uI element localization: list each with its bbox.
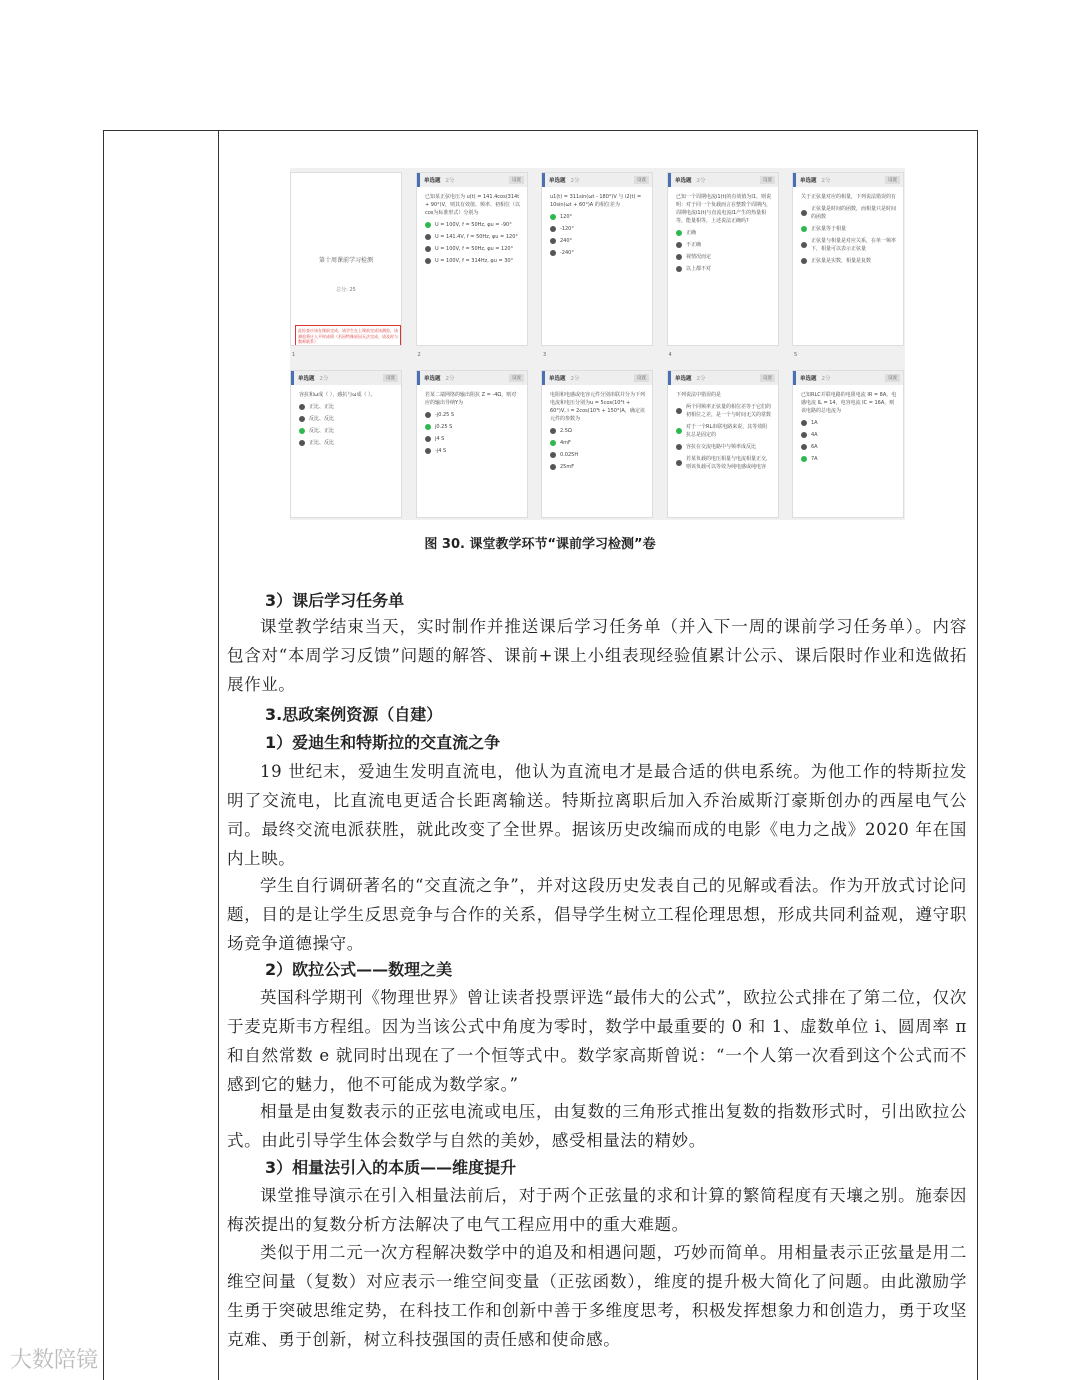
correct-answer-icon [801,456,807,462]
answer-option-text: U = 141.4V, f = 50Hz, φu = 120° [435,234,518,240]
answer-option[interactable] [676,403,772,419]
option-radio-icon [801,444,807,450]
question-points: 2分 [696,178,706,184]
answer-option-text: 两个同频率正弦量的相位差等于它们的初相位之差，是一个与时间无关的常数 [686,404,772,418]
answer-option[interactable] [425,435,521,443]
question-points: 2分 [445,178,455,184]
answer-option[interactable] [676,423,772,439]
option-radio-icon [550,452,556,458]
answer-option-text: U = 100V, f = 50Hz, φu = -90° [435,222,512,228]
quiz-question-card [416,370,528,518]
question-points: 2分 [570,376,580,382]
quiz-question-card [541,370,653,518]
answer-option-text: 1A [811,420,818,426]
option-radio-icon [425,246,431,252]
answer-option-text: -j0.25 S [435,412,455,418]
quiz-card-body [793,187,903,265]
quiz-cover-score: 总分: 25 [336,287,356,293]
quiz-card-body [417,187,527,265]
answer-option-text: -120° [560,226,574,232]
option-radio-icon [425,234,431,240]
quiz-card-header [668,371,778,385]
option-radio-icon [425,448,431,454]
option-radio-icon [550,428,556,434]
option-radio-icon [299,404,305,410]
answer-option-text: U = 100V, f = 50Hz, φu = 120° [435,246,514,252]
answer-option-text: 若某负载的电压相量与电流相量正交，则该负载可以等效为纯电感或纯电容 [686,456,772,470]
answer-option[interactable] [801,419,897,427]
paragraph-dimension-1: 课堂推导演示在引入相量法前后，对于两个正弦量的求和计算的繁简程度有天壤之别。施泰因梅茨提出的复数分析方法解决了电气工程应用中的重大难题。 [227,1186,967,1234]
answer-option[interactable] [299,415,395,423]
question-type-label: 单选题 [800,376,817,382]
answer-option-text: 240° [560,238,573,244]
quiz-question-card [667,370,779,518]
answer-option-text: 6A [811,444,818,450]
answer-option-text: 视情况而定 [686,254,712,260]
answer-option[interactable] [550,249,646,257]
quiz-card-body [542,385,652,471]
option-radio-icon [676,242,682,248]
answer-option[interactable] [299,427,395,435]
question-stem: 已知一个周期电流i1(t)的有效值为I1，则说明：对于同一个负载而言在整数个周期内，周期电流i1(t)与直流电流I1产生的热量相等，能量相等，上述说法正确吗? [676,194,772,224]
quiz-card-body [668,187,778,273]
watermark-logo: 大数陪镜 [10,1348,99,1373]
answer-option-text: 正比、反比 [309,440,335,446]
quiz-row-2 [290,366,905,520]
option-radio-icon [550,226,556,232]
option-radio-icon [676,444,682,450]
quiz-card-header [793,173,903,187]
answer-option-text: U = 100V, f = 314Hz, φu = 30° [435,258,514,264]
settings-button[interactable]: 设置 [760,176,775,184]
quiz-card-body [542,187,652,257]
quiz-question-card [792,370,904,518]
answer-option-text: 正弦量是时间的函数，而相量只是时间的函数 [811,206,897,220]
option-radio-icon [425,436,431,442]
answer-option-text: 120° [560,214,573,220]
question-type-label: 单选题 [675,376,692,382]
option-radio-icon [425,412,431,418]
question-stem: 若某二端网络的输出阻抗 Z = -4Ω，则对应的输出导纳Y为 [425,392,517,406]
answer-option-text: 0.025H [560,452,579,458]
subheading-euler: 2）欧拉公式——数理之美 [265,960,453,979]
option-radio-icon [801,210,807,216]
answer-option[interactable] [425,221,521,229]
option-radio-icon [676,408,682,414]
settings-button[interactable]: 设置 [885,176,900,184]
quiz-card-header [668,173,778,187]
question-type-label: 单选题 [424,178,441,184]
option-radio-icon [801,420,807,426]
answer-option[interactable] [801,443,897,451]
answer-option[interactable] [801,225,897,233]
answer-option[interactable] [550,439,646,447]
settings-button[interactable]: 设置 [383,374,398,382]
correct-answer-icon [425,222,431,228]
quiz-question-card [667,172,779,346]
answer-option[interactable] [676,443,772,451]
question-stem: 电阻和电感或电容元件分别串联并分为下列电流和电压分别为u = 5cos(10³t + 60°)V, i = 2cos(10³t + 150°)A，确定该元件的参数为 [550,392,646,422]
column-divider [218,130,219,1380]
option-radio-icon [676,266,682,272]
figure-caption: 图 30. 课堂教学环节“课前学习检测”卷 [424,537,656,552]
answer-option[interactable] [676,253,772,261]
correct-answer-icon [801,226,807,232]
option-radio-icon [299,416,305,422]
question-stem: 下列说法中错误的是 [676,392,722,398]
answer-option[interactable] [676,455,772,471]
settings-button[interactable]: 设置 [885,374,900,382]
quiz-card-header [542,371,652,385]
answer-option[interactable] [801,431,897,439]
answer-option[interactable] [676,229,772,237]
answer-option[interactable] [801,237,897,253]
answer-option-text: 2.5Ω [560,428,572,434]
answer-option-text: 4A [811,432,818,438]
card-index-label: 4 [668,352,672,358]
quiz-card-header [417,371,527,385]
question-type-label: 单选题 [298,376,315,382]
answer-option[interactable] [801,257,897,265]
quiz-card-header [542,173,652,187]
quiz-card-body [793,385,903,463]
paragraph-edison-tesla-2: 学生自行调研著名的“交直流之争”，并对这段历史发表自己的见解或看法。作为开放式讨论问题，目的是让学生反思竞争与合作的关系，倡导学生树立工程伦理思想，形成共同利益观，遵守职场竞争道德操守。 [227,876,967,953]
settings-button[interactable]: 设置 [509,176,524,184]
question-type-label: 单选题 [675,178,692,184]
paragraph-homework: 课堂教学结束当天，实时制作并推送课后学习任务单（并入下一周的课前学习任务单）。内容包含对“本周学习反馈”问题的解答、课前+课上小组表现经验值累计公示、课后限时作业和选做拓展作业。 [227,617,967,694]
question-type-label: 单选题 [549,376,566,382]
question-points: 2分 [570,178,580,184]
correct-answer-icon [425,424,431,430]
quiz-screenshot [290,168,905,520]
question-points: 2分 [445,376,455,382]
section-heading-homework: 3）课后学习任务单 [265,591,405,610]
answer-option-text: 反比、反比 [309,416,335,422]
question-stem: 已知RLC并联电路的电阻电流 IR = 8A，电感电流 IL = 14，电容电流 IC = 16A，则该电路的总电流为 [801,392,897,414]
settings-button[interactable]: 设置 [634,374,649,382]
answer-option-text: 正弦量与相量是对应关系，在单一频率下，相量可以表示正弦量 [811,238,897,252]
option-radio-icon [299,440,305,446]
answer-option[interactable] [425,411,521,419]
answer-option[interactable] [550,427,646,435]
answer-option[interactable] [299,439,395,447]
answer-option[interactable] [425,245,521,253]
question-points: 2分 [696,376,706,382]
paragraph-euler-2: 相量是由复数表示的正弦电流或电压，由复数的三角形式推出复数的指数形式时，引出欧拉公式。由此引导学生体会数学与自然的美妙，感受相量法的精妙。 [227,1102,967,1150]
settings-button[interactable]: 设置 [509,374,524,382]
paragraph-edison-tesla-1: 19 世纪末，爱迪生发明直流电，他认为直流电才是最合适的供电系统。为他工作的特斯拉发明了交流电，比直流电更适合长距离输送。特斯拉离职后加入乔治威斯汀豪斯创办的西屋电气公司。最终交流电派获胜，就此改变了全世界。据该历史改编而成的电影《电力之战》2020 年在国内上映。 [227,762,967,868]
card-index-label: 3 [543,352,547,358]
quiz-card-header [793,371,903,385]
answer-option-text: 对于一个RL串联电路来说，其等效阻抗总是固定的 [686,424,768,438]
quiz-row-1 [290,168,905,350]
option-radio-icon [676,460,682,466]
quiz-card-header [417,173,527,187]
option-radio-icon [801,258,807,264]
option-radio-icon [550,238,556,244]
answer-option[interactable] [550,451,646,459]
answer-option-text: 25mF [560,464,575,470]
option-radio-icon [550,464,556,470]
option-radio-icon [801,242,807,248]
quiz-card-body [668,385,778,471]
answer-option[interactable] [550,225,646,233]
paragraph-dimension-2: 类似于用二元一次方程解决数学中的追及和相遇问题，巧妙而简单。用相量表示正弦量是用二维空间量（复数）对应表示一维空间变量（正弦函数），维度的提升极大简化了问题。由此激励学生勇于突破思维定势，在科技工作和创新中善于多维度思考，积极发挥想象力和创造力，勇于攻坚克难、勇于创新，树立科技强国的责任感和使命感。 [227,1243,967,1349]
question-type-label: 单选题 [800,178,817,184]
answer-option-text: 反比、正比 [309,428,335,434]
answer-option-text: 正确 [686,230,697,236]
quiz-cover-card [290,172,402,346]
quiz-card-header [291,371,401,385]
quiz-card-body [291,385,401,447]
question-stem: 容抗和ω成（ ），感抗与ω成（ ）。 [299,392,376,398]
answer-option[interactable] [425,233,521,241]
correct-answer-icon [676,230,682,236]
subheading-dimension: 3）相量法引入的本质——维度提升 [265,1158,517,1177]
card-index-label: 5 [794,352,798,358]
quiz-question-card [290,370,402,518]
answer-option[interactable] [299,403,395,411]
card-index-label: 2 [417,352,421,358]
answer-option[interactable] [550,237,646,245]
quiz-question-card [792,172,904,346]
answer-option[interactable] [676,265,772,273]
quiz-cover-title: 第十周课前学习检测 [318,257,373,264]
answer-option-text: 正比、正比 [309,404,335,410]
answer-option[interactable] [801,455,897,463]
answer-option-text: 正弦量等于相量 [811,226,847,232]
answer-option-text: 以上都不对 [686,266,712,272]
section-heading-cases: 3.思政案例资源（自建） [265,705,443,724]
answer-option[interactable] [801,205,897,221]
option-radio-icon [550,250,556,256]
answer-option[interactable] [425,447,521,455]
question-points: 2分 [821,178,831,184]
question-points: 2分 [319,376,329,382]
settings-button[interactable]: 设置 [760,374,775,382]
correct-answer-icon [299,428,305,434]
answer-option-text: 7A [811,456,818,462]
option-radio-icon [425,258,431,264]
answer-option[interactable] [550,463,646,471]
question-stem: u1(t) = 311sin(ωt - 180°)V 与 i2(t) = 10sin(ωt + 60°)A 的相位差为 [550,194,642,208]
question-type-label: 单选题 [549,178,566,184]
answer-option[interactable] [425,257,521,265]
correct-answer-icon [550,214,556,220]
question-points: 2分 [821,376,831,382]
question-stem: 已知某正弦电压为 u(t) = 141.4cos(314t + 90°)V，则其有效值、频率、初相位（以cos为标准形式）分别为 [425,194,521,216]
option-radio-icon [676,254,682,260]
subheading-edison-tesla: 1）爱迪生和特斯拉的交直流之争 [265,733,501,752]
answer-option-text: 正弦量是实数，相量是复数 [811,258,872,264]
correct-answer-icon [550,440,556,446]
answer-option[interactable] [425,423,521,431]
answer-option[interactable] [676,241,772,249]
quiz-cover-warning: 此检查应该在课前完成，请学生在上课前完成该测验，该测验将计入平时成绩（若因特殊原因无法完成，请及时与教师联系） [295,325,401,346]
answer-option-text: j4 S [435,436,445,442]
option-radio-icon [801,432,807,438]
answer-option-text: -j4 S [435,448,447,454]
answer-option-text: -240° [560,250,574,256]
card-index-label: 1 [292,352,296,358]
quiz-question-card [416,172,528,346]
paragraph-euler-1: 英国科学期刊《物理世界》曾让读者投票评选“最伟大的公式”，欧拉公式排在了第二位，仅次于麦克斯韦方程组。因为当该公式中角度为零时，数学中最重要的 0 和 1、虚数单位 i、圆周率 π 和自然常数 e 就同时出现在了一个恒等式中。数学家高斯曾说：“一个人第一次看到这个公式而不感到它的魅力，他不可能成为数学家。” [227,988,967,1094]
answer-option-text: 4mF [560,440,571,446]
answer-option[interactable] [550,213,646,221]
settings-button[interactable]: 设置 [634,176,649,184]
question-type-label: 单选题 [424,376,441,382]
quiz-question-card [541,172,653,346]
answer-option-text: 容抗在交流电路中与频率成反比 [686,444,757,450]
answer-option-text: 不正确 [686,242,702,248]
question-stem: 关于正弦量对应的相量，下列说法错误的有 [801,194,897,200]
answer-option-text: j0.25 S [435,424,453,430]
correct-answer-icon [676,428,682,434]
quiz-card-body [417,385,527,455]
